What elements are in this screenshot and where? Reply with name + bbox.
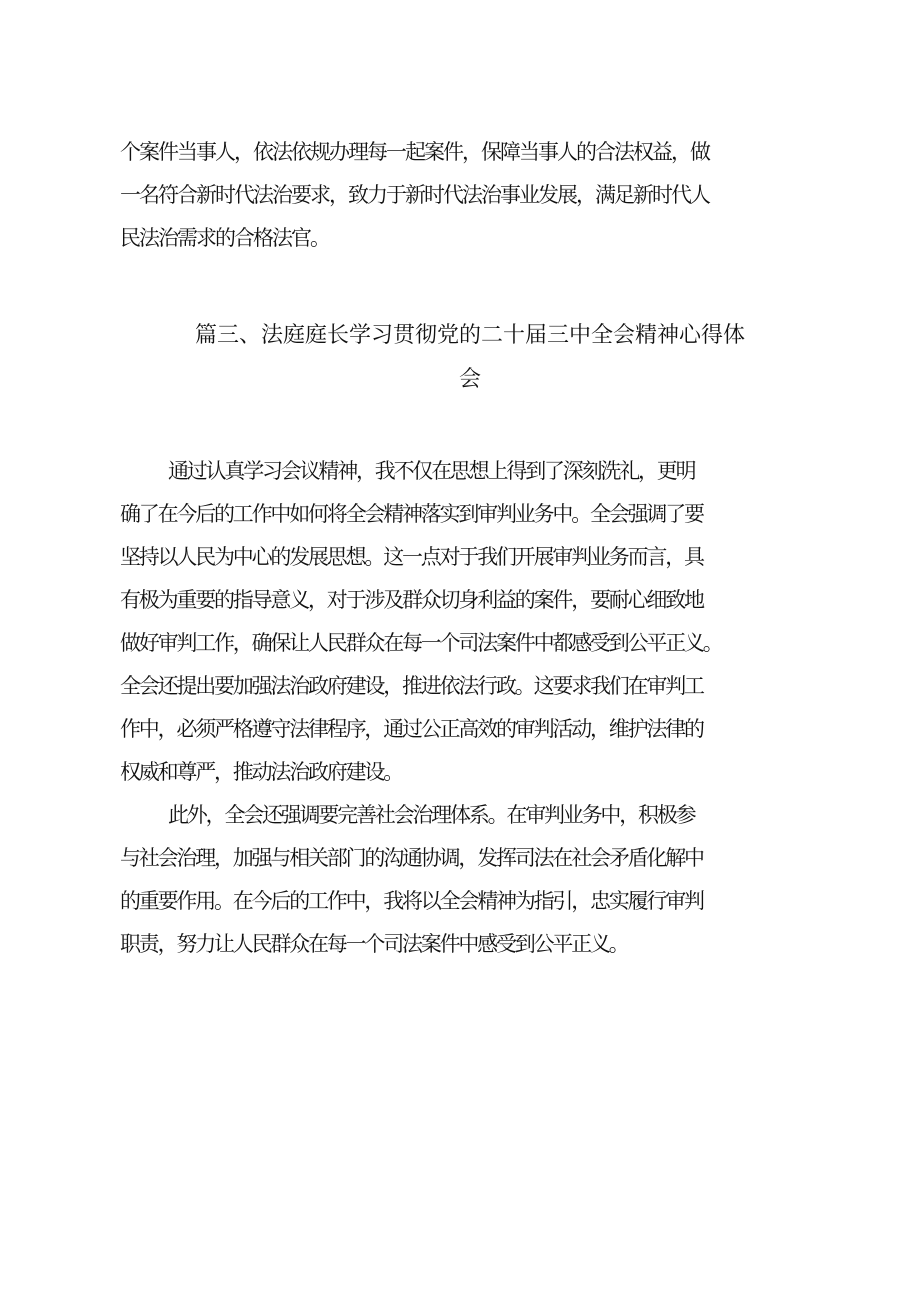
paragraph-1-line-7: 作中，必须严格遵守法律程序，通过公正高效的审判活动，维护法律的 (120, 717, 703, 741)
paragraph-1-line-3: 坚持以人民为中心的发展思想。这一点对于我们开展审判业务而言，具 (120, 545, 703, 569)
paragraph-1-line-1: 通过认真学习会议精神，我不仅在思想上得到了深刻洗礼，更明 (168, 459, 695, 483)
paragraph-2-line-1: 此外，全会还强调要完善社会治理体系。在审判业务中，积极参 (168, 803, 695, 827)
paragraph-2-line-2: 与社会治理，加强与相关部门的沟通协调，发挥司法在社会矛盾化解中 (120, 846, 703, 870)
paragraph-1-line-5: 做好审判工作，确保让人民群众在每一个司法案件中都感受到公平正义。 (120, 631, 722, 655)
intro-line-3: 民法治需求的合格法官。 (120, 226, 329, 250)
paragraph-1-line-6: 全会还提出要加强法治政府建设，推进依法行政。这要求我们在审判工 (120, 674, 703, 698)
paragraph-1-line-4: 有极为重要的指导意义，对于涉及群众切身利益的案件，要耐心细致地 (120, 588, 703, 612)
section-title-line-2: 会 (458, 367, 481, 392)
section-title-line-1: 篇三、法庭庭长学习贯彻党的二十届三中全会精神心得体 (194, 323, 745, 348)
paragraph-1-line-8: 权威和尊严，推动法治政府建设。 (120, 760, 402, 784)
paragraph-2-line-3: 的重要作用。在今后的工作中，我将以全会精神为指引，忠实履行审判 (120, 889, 703, 913)
intro-line-2: 一名符合新时代法治要求，致力于新时代法治事业发展，满足新时代人 (120, 183, 709, 207)
intro-line-1: 个案件当事人，依法依规办理每一起案件，保障当事人的合法权益，做 (120, 140, 709, 164)
paragraph-1-line-2: 确了在今后的工作中如何将全会精神落实到审判业务中。全会强调了要 (120, 502, 703, 526)
paragraph-2-line-4: 职责，努力让人民群众在每一个司法案件中感受到公平正义。 (120, 932, 628, 956)
